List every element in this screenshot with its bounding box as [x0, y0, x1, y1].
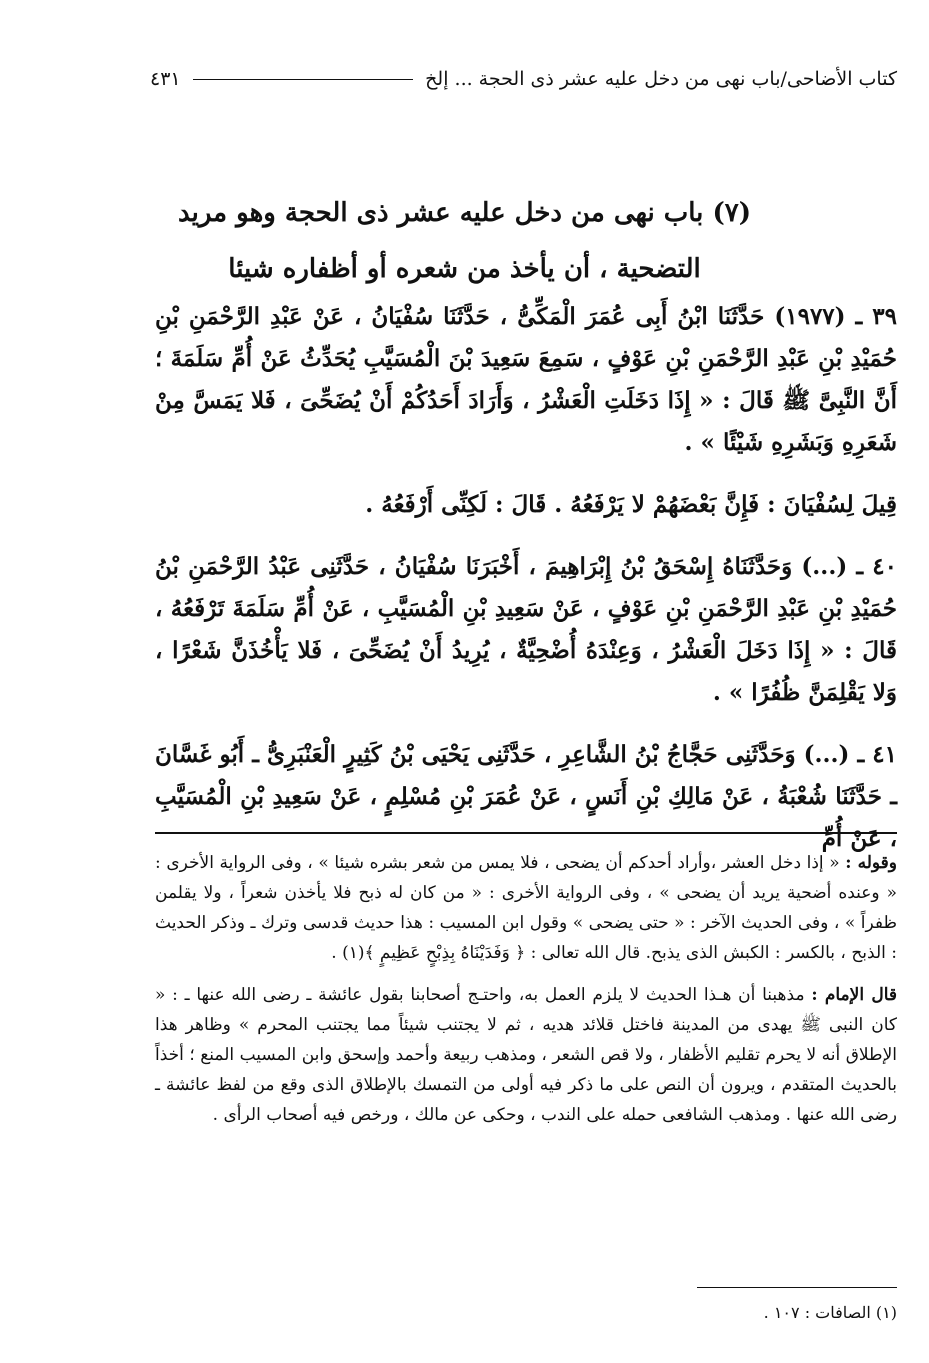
commentary-lead: قال الإمام : [811, 985, 898, 1005]
commentary-paragraph [155, 848, 897, 968]
chapter-heading-line-2: التضحية ، أن يأخذ من شعره أو أظفاره شيئا [228, 254, 701, 284]
footnote-text: (١) الصافات : ١٠٧ . [763, 1303, 897, 1322]
header-rule [193, 79, 414, 80]
footnote [155, 1300, 897, 1326]
commentary [155, 848, 897, 1142]
sufyan-remark: قِيلَ لِسُفْيَانَ : فَإِنَّ بَعْضَهُمْ لا يَرْفَعُهُ . قَالَ : لَكِنِّى أَرْفَعُهُ . [365, 491, 897, 518]
hadith-40: ٤٠ ـ (...) وَحَدَّثَنَاهُ إِسْحَقُ بْنُ إِبْرَاهِيمَ ، أَخْبَرَنَا سُفْيَانُ ، حَدَّثَنِى عَبْدُ الرَّحْمَنِ بْنُ حُمَيْدِ بْنِ عَبْدِ الرَّحْمَنِ بْنِ عَوْفٍ ، عَنْ سَعِيدِ بْنِ الْمُسَيَّبِ ، عَنْ أُمِّ سَلَمَةَ تَرْفَعُهُ ، قَالَ : « إِذَا دَخَلَ الْعَشْرُ ، وَعِنْدَهُ أُضْحِيَّةٌ ، يُرِيدُ أَنْ يُضَحِّىَ ، فَلا يَأْخُذَنَّ شَعْرًا ، وَلا يَقْلِمَنَّ ظُفُرًا » . [155, 553, 897, 706]
commentary-lead: وقوله : [845, 853, 897, 873]
chapter-heading [80, 185, 849, 297]
header-title: كتاب الأضاحى/باب نهى من دخل عليه عشر ذى الحجة ... إلخ [425, 68, 897, 90]
chapter-heading-line-1: (٧) باب نهى من دخل عليه عشر ذى الحجة وهو مريد [177, 198, 752, 228]
page-number: ٤٣١ [150, 68, 181, 90]
footnote-divider [697, 1287, 897, 1288]
commentary-text: مذهبنا أن هـذا الحديث لا يلزم العمل به، واحتـج أصحابنا بقول عائشة ـ رضى الله عنها ـ : « كان النبى ﷺ يهدى من المدينة فاختل قلائد هديه ، ثم لا يجتنب شيئاً مما يجتنب المحرم » وظاهر هذا الإطلاق أنه لا يحرم تقليم الأظفار ، ولا قص الشعر ، ومذهب ربيعة وأحمد وإسحق وابن المسيب المنع ؛ أخذاً بالحديث المتقدم ، ويرون أن النص على ما ذكر فيه أولى من التمسك بالإطلاق الذى وقع من لفظ عائشة ـ رضى الله عنها . ومذهب الشافعى حمله على الندب ، وحكى عن مالك ، ورخص فيه أصحاب الرأى . [155, 985, 897, 1125]
running-header [150, 62, 897, 96]
hadith-41: ٤١ ـ (...) وَحَدَّثَنِى حَجَّاجُ بْنُ الشَّاعِرِ ، حَدَّثَنِى يَحْيَى بْنُ كَثِيرٍ الْعَنْبَرِىُّ ـ أَبُو غَسَّانَ ـ حَدَّثَنَا شُعْبَةُ ، عَنْ مَالِكِ بْنِ أَنَسٍ ، عَنْ عُمَرَ بْنِ مُسْلِمٍ ، عَنْ سَعِيدِ بْنِ الْمُسَيَّبِ ، عَنْ أُمِّ [155, 741, 897, 852]
body-commentary-divider [155, 832, 897, 834]
commentary-paragraph [155, 980, 897, 1130]
hadith-39: ٣٩ ـ (١٩٧٧) حَدَّثَنَا ابْنُ أَبِى عُمَرَ الْمَكِّىُّ ، حَدَّثَنَا سُفْيَانُ ، عَنْ عَبْدِ الرَّحْمَنِ بْنِ حُمَيْدِ بْنِ عَبْدِ الرَّحْمَنِ بْنِ عَوْفٍ ، سَمِعَ سَعِيدَ بْنَ الْمُسَيَّبِ يُحَدِّثُ عَنْ أُمِّ سَلَمَةَ ؛ أَنَّ النَّبِىَّ ﷺ قَالَ : « إِذَا دَخَلَتِ الْعَشْرُ ، وَأَرَادَ أَحَدُكُمْ أَنْ يُضَحِّىَ ، فَلا يَمَسَّ مِنْ شَعَرِهِ وَبَشَرِهِ شَيْئًا » . [155, 303, 897, 456]
commentary-text: « إذا دخل العشر ،وأراد أحدكم أن يضحى ، فلا يمس من شعر بشره شيئا » ، وفى الرواية الأخرى : « وعنده أضحية يريد أن يضحى » ، وفى الرواية الأخرى : « من كان له ذبح فلا يأخذن شعراً ، ولا يقلمن ظفراً » ، وفى الحديث الآخر : « حتى يضحى » وقول ابن المسيب : هذا حديث قدسى وترك ـ وذكر الحديث : الذبح ، بالكسر : الكبش الذى يذبح. قال الله تعالى : ﴿ وَفَدَيْنَاهُ بِذِبْحٍ عَظِيمٍ ﴾(١) . [155, 853, 897, 963]
hadith-body [155, 296, 897, 880]
